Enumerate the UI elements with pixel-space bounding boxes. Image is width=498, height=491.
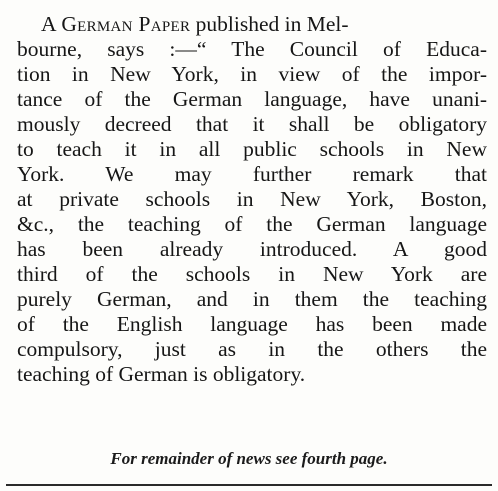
article-line-3: tion in New York, in view of the impor-: [17, 62, 487, 86]
article-line-15: teaching of German is obligatory.: [17, 362, 306, 386]
article-line-10: has been already introduced. A good: [17, 237, 487, 261]
article-line-7: York. We may further remark that: [17, 162, 487, 186]
article-body: [17, 12, 487, 387]
article-line-2: bourne, says :—“ The Council of Educa-: [17, 37, 487, 61]
article-line-9: &c., the teaching of the German language: [17, 212, 487, 236]
article-line-12: purely German, and in them the teaching: [17, 287, 487, 311]
article-line-1-rest: published in Mel-: [190, 12, 349, 36]
article-line-6: to teach it in all public schools in New: [17, 137, 487, 161]
article-line-4: tance of the German language, have unani-: [17, 87, 487, 111]
article-line-11: third of the schools in New York are: [17, 262, 487, 286]
continuation-note: For remainder of news see fourth page.: [110, 449, 388, 468]
article-heading: A German Paper: [41, 12, 191, 36]
article-line-5: mously decreed that it shall be obligatory: [17, 112, 487, 136]
article-line-1: [17, 12, 487, 37]
article-line-8: at private schools in New York, Boston,: [17, 187, 487, 211]
article-line-14: compulsory, just as in the others the: [17, 337, 487, 361]
article-line-13: of the English language has been made: [17, 312, 487, 336]
column-rule: [6, 484, 492, 486]
